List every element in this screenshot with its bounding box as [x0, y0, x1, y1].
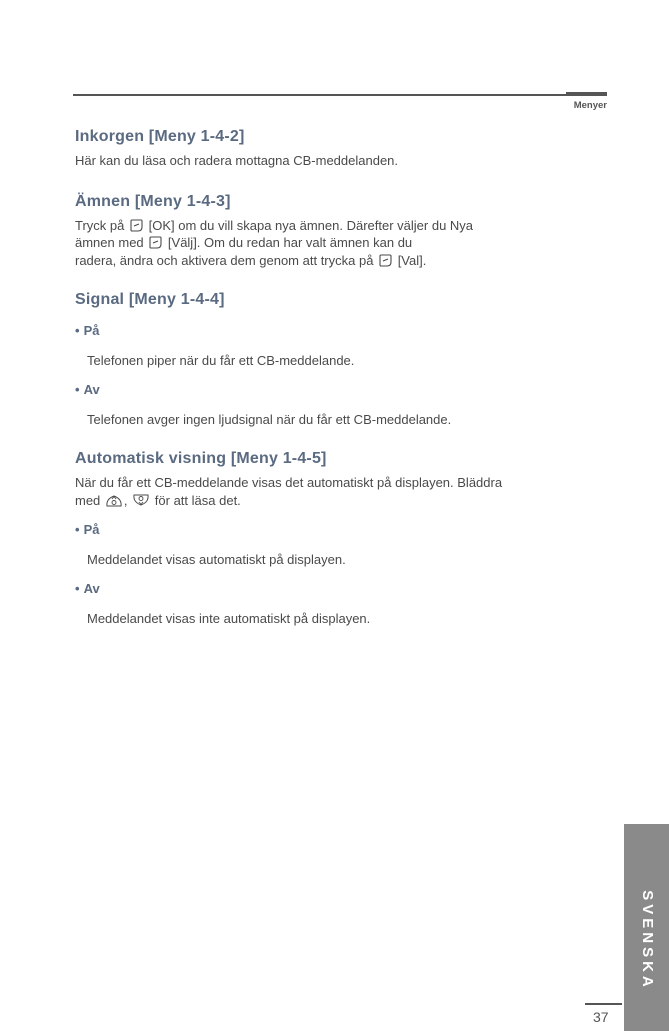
- option-label: Av: [83, 581, 100, 596]
- section-text-amnen: [75, 217, 595, 270]
- language-label: SVENSKA: [638, 889, 656, 991]
- option-label: På: [83, 522, 100, 537]
- bullet-icon: •: [75, 382, 80, 397]
- option-label: Av: [83, 382, 100, 397]
- option-heading: [75, 381, 595, 399]
- text-fragment: [Val].: [397, 252, 427, 268]
- section-title-signal: Signal [Meny 1-4-4]: [75, 291, 225, 308]
- text-fragment: När du får ett CB-meddelande visas det automatiskt på displayen. Bläddra: [75, 475, 503, 490]
- language-side-tab-label: [630, 856, 664, 1024]
- header-section-label: Menyer: [573, 100, 607, 111]
- footer-rule: [585, 1003, 622, 1005]
- option-label: På: [83, 323, 100, 338]
- header-rule-accent: [566, 92, 607, 96]
- nav-up-key-icon: [105, 493, 123, 508]
- text-fragment: [Välj]. Om du redan har valt ämnen kan du: [167, 235, 413, 250]
- option-text: Meddelandet visas automatiskt på displayen.: [87, 551, 346, 567]
- section-text-inkorgen: Här kan du läsa och radera mottagna CB-meddelanden.: [75, 153, 399, 168]
- header-rule: [73, 94, 607, 96]
- bullet-icon: •: [75, 522, 80, 537]
- option-text: Meddelandet visas inte automatiskt på displayen.: [87, 610, 371, 626]
- text-fragment: radera, ändra och aktivera dem genom att trycka på: [75, 252, 374, 268]
- section-title-inkorgen: Inkorgen [Meny 1-4-2]: [75, 128, 245, 145]
- option-text: Telefonen piper när du får ett CB-meddelande.: [87, 352, 355, 368]
- text-fragment: med: [75, 492, 101, 508]
- section-text-automatisk-visning: [75, 474, 595, 509]
- bullet-icon: •: [75, 581, 80, 596]
- soft-key-icon: [130, 219, 143, 232]
- option-heading: [75, 580, 595, 598]
- bullet-icon: •: [75, 323, 80, 338]
- page-content: [75, 128, 595, 627]
- option-heading: [75, 521, 595, 539]
- option-heading: [75, 322, 595, 340]
- page-number: 37: [593, 1009, 609, 1025]
- text-fragment: [OK] om du vill skapa nya ämnen. Därefter väljer du Nya: [148, 217, 474, 233]
- section-title-automatisk-visning: Automatisk visning [Meny 1-4-5]: [75, 450, 327, 467]
- soft-key-icon: [379, 254, 392, 267]
- soft-key-icon: [149, 236, 162, 249]
- text-fragment: ,: [123, 492, 128, 508]
- text-fragment: för att läsa det.: [154, 492, 241, 508]
- nav-down-key-icon: [132, 493, 150, 508]
- section-title-amnen: Ämnen [Meny 1-4-3]: [75, 192, 231, 210]
- option-text: Telefonen avger ingen ljudsignal när du får ett CB-meddelande.: [87, 411, 452, 427]
- text-fragment: ämnen med: [75, 235, 144, 250]
- text-fragment: Tryck på: [75, 217, 125, 233]
